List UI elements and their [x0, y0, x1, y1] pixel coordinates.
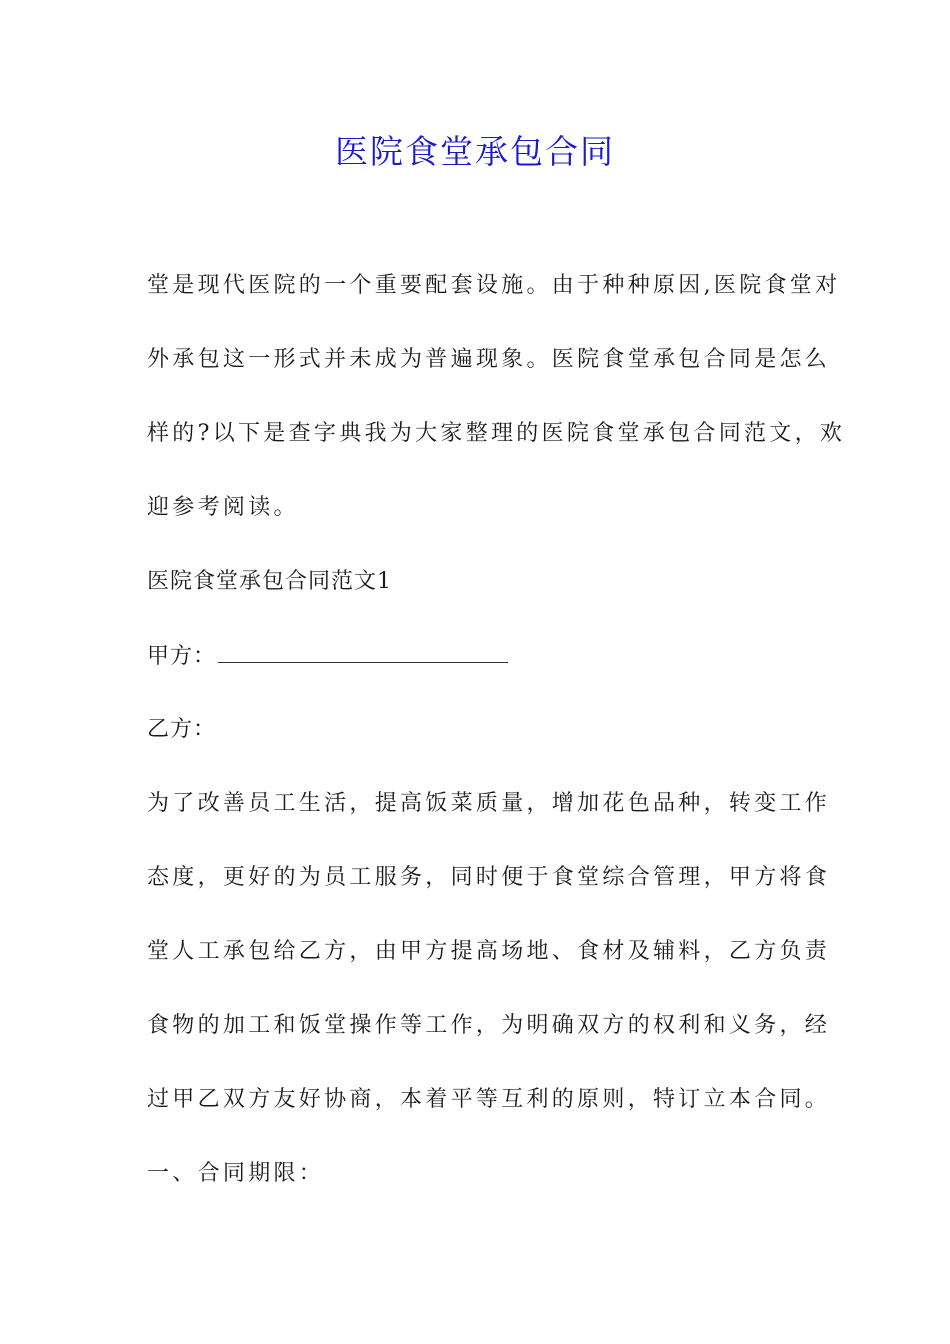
- intro-line-4: 迎参考阅读。: [147, 495, 299, 520]
- intro-line-3: 样的?以下是查字典我为大家整理的医院食堂承包合同范文，欢: [147, 421, 846, 446]
- intro-line-2: 外承包这一形式并未成为普遍现象。医院食堂承包合同是怎么: [147, 347, 831, 372]
- party-a-blank-line: [218, 640, 508, 663]
- party-a-row: [147, 640, 807, 673]
- party-b-label: 乙方：: [147, 717, 217, 742]
- document-title: 医院食堂承包合同: [335, 132, 615, 171]
- body-line-5: 过甲乙双方友好协商，本着平等互利的原则，特订立本合同。: [147, 1087, 831, 1112]
- intro-line-1: 堂是现代医院的一个重要配套设施。由于种种原因,医院食堂对: [147, 273, 841, 298]
- sample-heading: 医院食堂承包合同范文1: [147, 569, 392, 594]
- body-line-1: 为了改善员工生活，提高饭菜质量，增加花色品种，转变工作: [147, 791, 831, 816]
- party-a-label: 甲方：: [147, 644, 217, 669]
- body-line-3: 堂人工承包给乙方，由甲方提高场地、食材及辅料，乙方负责: [147, 939, 831, 964]
- body-line-2: 态度，更好的为员工服务，同时便于食堂综合管理，甲方将食: [147, 865, 831, 890]
- section-one-heading: 一、合同期限：: [147, 1161, 325, 1186]
- body-line-4: 食物的加工和饭堂操作等工作，为明确双方的权利和义务，经: [147, 1013, 831, 1038]
